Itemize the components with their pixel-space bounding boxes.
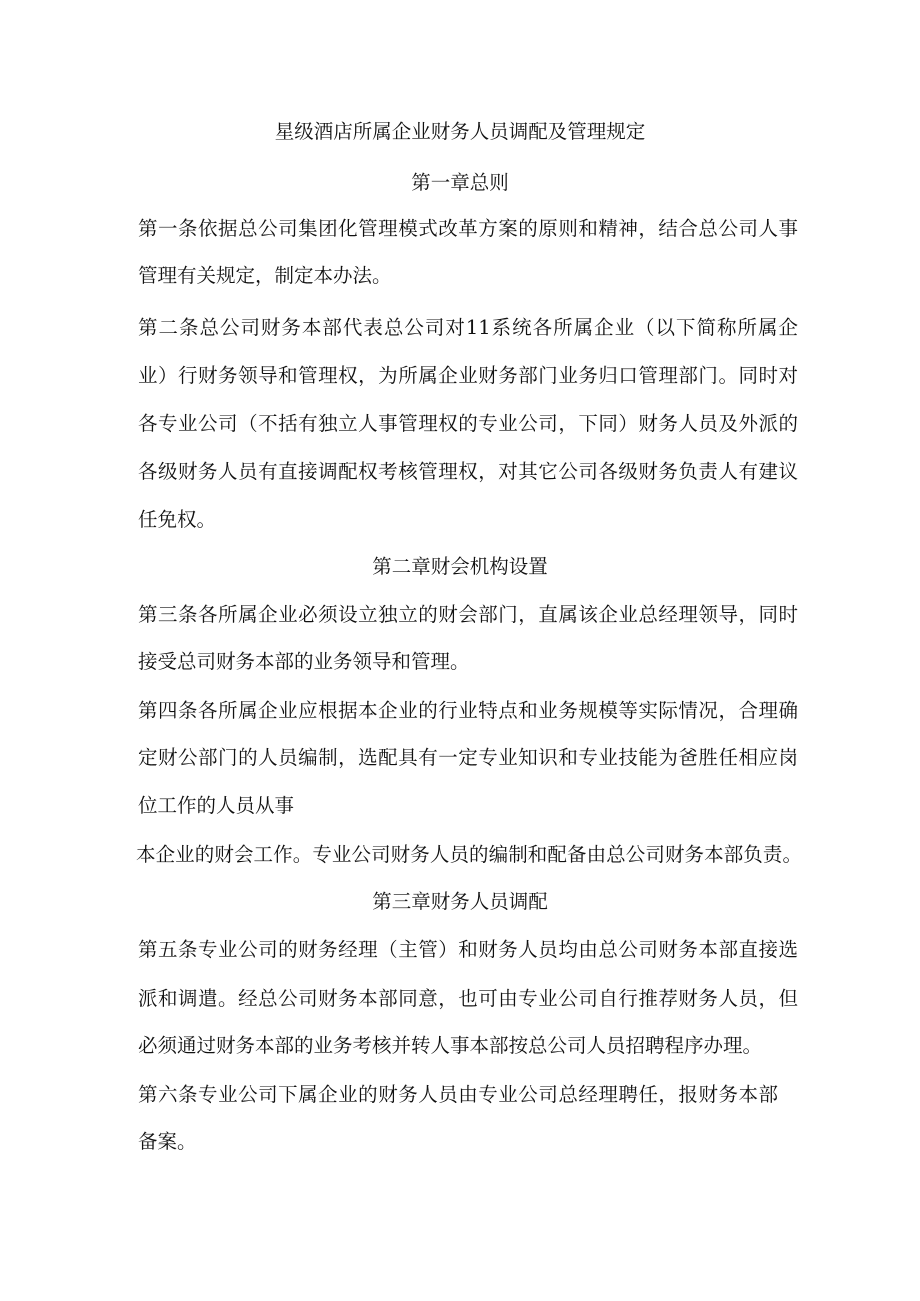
chapter-1-line-1: 第一条依据总公司集团化管理模式改革方案的原则和精神，结合总公司人事 [138,217,798,240]
chapter-1-line-5: 各专业公司（不括有独立人事管理权的专业公司，下同）财务人员及外派的 [138,412,798,435]
chapter-2-line-4: 定财公部门的人员编制，选配具有一定专业知识和专业技能为爸胜任相应岗 [138,746,798,769]
chapter-1-line-6: 各级财务人员有直接调配权考核管理权，对其它公司各级财务负责人有建议 [138,460,798,483]
chapter-2-line-1: 第三条各所属企业必须设立独立的财会部门，直属该企业总经理领导，同时 [138,603,798,626]
chapter-1-line-7: 任免权。 [138,508,217,531]
chapter-3-line-4: 第六条专业公司下属企业的财务人员由专业公司总经理聘任，报财务本部 [138,1083,778,1106]
chapter-1-line-3: 第二条总公司财务本部代表总公司对11系统各所属企业（以下简称所属企 [138,316,798,339]
chapter-3-line-3: 必须通过财务本部的业务考核并转人事本部按总公司人员招聘程序办理。 [138,1034,763,1057]
chapter-3-line-5: 备案。 [138,1130,197,1153]
document-title: 星级酒店所属企业财务人员调配及管理规定 [274,120,646,143]
chapter-3-line-2: 派和调遣。经总公司财务本部同意，也可由专业公司自行推荐财务人员，但 [138,987,798,1010]
chapter-1-line-4: 业）行财务领导和管理权，为所属企业财务部门业务归口管理部门。同时对 [138,364,798,387]
chapter-1-heading: 第一章总则 [411,171,509,194]
chapter-3-heading: 第三章财务人员调配 [372,890,548,913]
chapter-3-line-1: 第五条专业公司的财务经理（主管）和财务人员均由总公司财务本部直接选 [138,938,798,961]
chapter-1-line-2: 管理有关规定，制定本办法。 [138,264,392,287]
chapter-2-line-3: 第四条各所属企业应根据本企业的行业特点和业务规模等实际情况，合理确 [138,699,798,722]
chapter-2-line-2: 接受总司财务本部的业务领导和管理。 [138,650,470,673]
chapter-2-line-5: 位工作的人员从事 [138,794,295,817]
chapter-2-line-6: 本企业的财会工作。专业公司财务人员的编制和配备由总公司财务本部负责。 [136,843,802,866]
chapter-2-heading: 第二章财会机构设置 [372,555,548,578]
